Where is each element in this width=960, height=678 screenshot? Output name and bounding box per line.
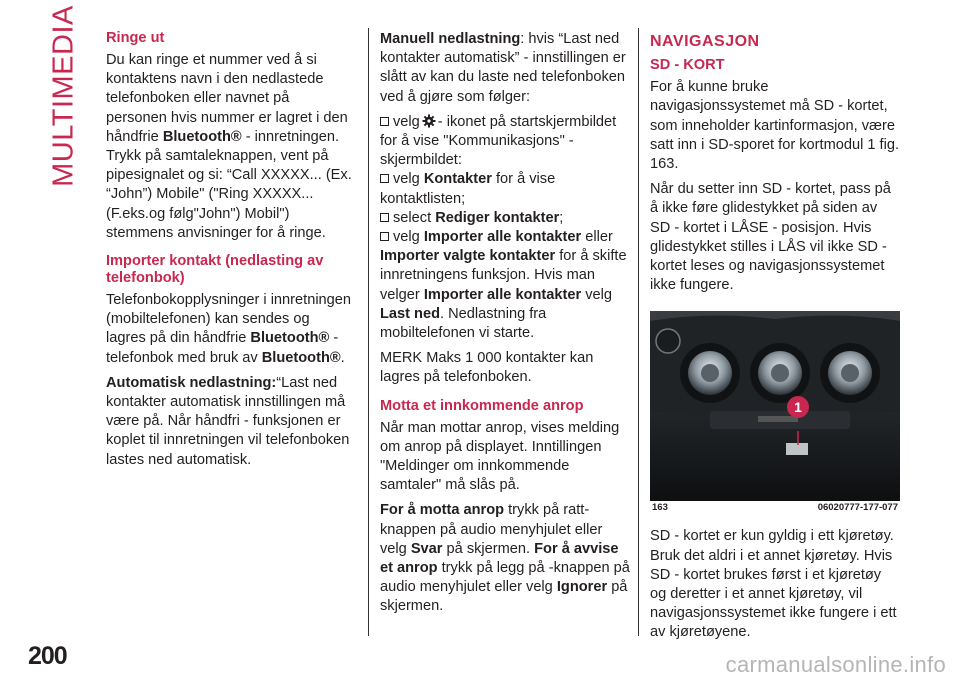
checkbox-bullet-icon — [380, 213, 389, 222]
paragraph: Telefonbokopplysninger i innretningen (mobiltelefonen) kan sendes og lagres på din håndfrie Bluetooth® - telefonbok med bruk av Bluetooth®. — [106, 292, 352, 366]
column-3 — [650, 30, 900, 649]
paragraph: For å kunne bruke navigasjonssystemet må SD - kortet, som inneholder kartinformasjon, være satt inn i SD-sporet for kortmodul 1 fig. 163. — [650, 79, 900, 173]
bullet-item: velg - ikonet på startskjermbildet for å vise "Kommunikasjons" - skjermbildet: — [380, 113, 617, 169]
watermark: carmanualsonline.info — [725, 652, 946, 677]
dashboard-sd-slot-image — [650, 311, 900, 501]
paragraph: Når du setter inn SD - kortet, pass på å ikke føre glidestykket på siden av SD - kortet i LÅSE - posisjon. Hvis glidestykket stilles i LÅS vil ikke SD - kortet leses og navigasjonssystemet ikke fungere. — [650, 181, 891, 294]
heading-importer-kontakt: Importer kontakt (nedlasting av telefonbok) — [106, 253, 324, 287]
page-number: 200 — [28, 642, 67, 670]
checkbox-bullet-icon — [380, 232, 389, 241]
column-1 — [106, 30, 352, 476]
bullet-item: velg Importer alle kontakter eller Importer valgte kontakter for å skifte innretningens funksjon. Hvis man velger Importer alle kontakter velg Last ned. Nedlastning fra mobiltelefonen vi starte. — [380, 229, 627, 342]
paragraph: SD - kortet er kun gyldig i ett kjøretøy. Bruk det aldri i et annet kjøretøy. Hvis SD - kortet brukes først i et kjøretøy og deretter i et annet kjøretøy, vil navigasjonssystemet ikke fungere i ett av kjøretøyene. — [650, 528, 897, 641]
figure-163 — [650, 311, 900, 514]
paragraph: Når man mottar anrop, vises melding om anrop på displayet. Inntillingen "Meldinger om innkommende samtaler" må slås på. — [380, 419, 620, 494]
heading-ringe-ut: Ringe ut — [106, 30, 165, 46]
figure-code: 06020777-177-077 — [817, 502, 898, 514]
paragraph: Manuell nedlastning: hvis “Last ned kontakter automatisk” - innstillingen er slått av kan du laste ned telefonboken ved å gjøre som følger: — [380, 31, 626, 105]
section-label: MULTIMEDIA — [47, 5, 80, 187]
column-divider — [638, 28, 639, 636]
note-paragraph: MERK Maks 1 000 kontakter kan lagres på telefonboken. — [380, 350, 594, 386]
paragraph: For å motta anrop trykk på ratt-knappen på audio menyhjulet eller velg Svar på skjermen. For å avvise et anrop trykk på legg på -knappen på audio menyhjulet eller velg Ignorer på skjermen. — [380, 502, 630, 615]
paragraph: Automatisk nedlastning:“Last ned kontakter automatisk innstillingen må være på. Når håndfri - funksjonen er koplet til innretningen vil telefonboken lastes ned automatisk. — [106, 374, 350, 468]
figure-number: 163 — [652, 502, 668, 514]
heading-sd-kort: SD - KORT — [650, 57, 725, 74]
checkbox-bullet-icon — [380, 174, 389, 183]
bullet-item: select Rediger kontakter; — [380, 209, 630, 228]
gear-icon — [422, 114, 436, 128]
heading-navigasjon: NAVIGASJON — [650, 33, 760, 50]
column-divider — [368, 28, 369, 636]
bullet-item: velg Kontakter for å vise kontaktlisten; — [380, 171, 556, 207]
column-2 — [380, 30, 630, 623]
paragraph: Du kan ringe et nummer ved å si kontaktens navn i den nedlastede telefonboken eller navnet på personen hvis nummer er lagret i den håndfrie Bluetooth® - innretningen. Trykk på samtaleknappen, vent på pipesignalet og si: “Call XXXXX... (Ex. “John”) Mobile" ("Ring XXXXX...(F.eks.og følg"John") Mobil") stemmens anvisninger for å ringe. — [106, 52, 352, 241]
heading-motta-anrop: Motta et innkommende anrop — [380, 397, 584, 414]
figure-callout: 1 — [794, 399, 802, 416]
checkbox-bullet-icon — [380, 117, 389, 126]
